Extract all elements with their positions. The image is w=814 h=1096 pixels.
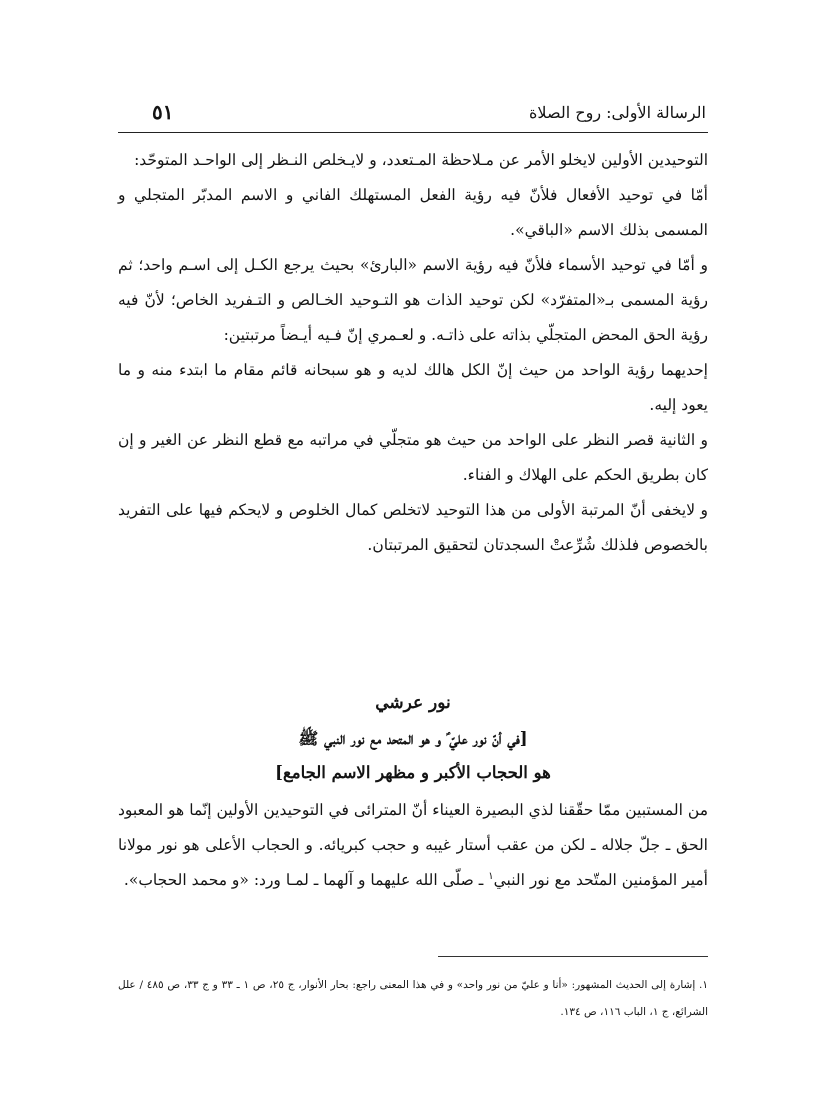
section-text-start: من المستبين ممّا حقّقنا لذي البصيرة العيناء أنّ المترائى في التوحيدين الأولين إنّما هو المعبود الحق ـ جلّ جلاله ـ لكن من عقب أستار غيبه و حجب كبريائه. و الحجاب الأعلى هو نور مولانا أمير المؤمنين المتّحد مع نور النبي (118, 801, 708, 889)
section-paragraph (118, 793, 708, 898)
footnote: ١. إشارة إلى الحديث المشهور: «أنا و عليّ من نور واحد» و في هذا المعنى راجع: بحار الأنوار، ج ٢٥، ص ١ ـ ٣٣ و ج ٣٣، ص ٤٨٥ / علل الشرائع، ج ١، الباب ١١٦، ص ١٣٤. (118, 979, 708, 1018)
running-header-title: الرسالة الأولى: روح الصلاة (529, 103, 706, 122)
paragraph-3: و أمّا في توحيد الأسماء فلأنّ فيه رؤية الاسم «البارئ» بحيث يرجع الكـل إلى اسـم واحد؛ ثم رؤية المسمى بـ«المتفرّد» لكن توحيد الذات هو التـوحيد الخـالص و التـفريد الخاص؛ لأنّ فيه رؤية الحق المحض المتجلّي بذاته على ذاتـه. و لعـمري إنّ فـيه أيـضاً مرتبتين: (118, 256, 708, 344)
section-heading (118, 684, 708, 790)
main-text (118, 143, 708, 563)
running-header (118, 98, 708, 134)
section-text-end: ـ صلّى الله عليهما و آلهما ـ لمـا ورد: «و محمد الحجاب». (123, 871, 484, 889)
section-subtitle-line-2: هو الحجاب الأكبر و مظهر الاسم الجامع] (275, 763, 551, 782)
page-number: ٥١ (152, 100, 174, 124)
section-title: نور عرشي (375, 693, 451, 713)
paragraph-6: و لايخفى أنّ المرتبة الأولى من هذا التوحيد لاتخلص كمال الخلوص و لايحكم فيها على التفريد بالخصوص فلذلك شُرِّعتْ السجدتان لتحقيق المرتبتان. (118, 501, 708, 554)
section-subtitle-line-1: [في أنّ نور عليّ ؑ و هو المتحد مع نور النبي ﷺ (298, 729, 528, 748)
paragraph-5: و الثانية قصر النظر على الواحد من حيث هو متجلّي في مراتبه مع قطع النظر عن الغير و إن كان بطريق الحكم على الهلاك و الفناء. (118, 431, 708, 484)
paragraph-4: إحديهما رؤية الواحد من حيث إنّ الكل هالك لديه و هو سبحانه قائم مقام ما ابتدء منه و ما يعود إليه. (118, 361, 708, 414)
footnote-divider (438, 956, 708, 957)
paragraph-1: التوحيدين الأولين لايخلو الأمر عن مـلاحظة المـتعدد، و لايـخلص النـظر إلى الواحـد المتوحّد: (134, 151, 708, 169)
section-body (118, 793, 708, 898)
header-divider (118, 132, 708, 133)
footnote-reference: ١ (488, 870, 494, 882)
paragraph-2: أمّا في توحيد الأفعال فلأنّ فيه رؤية الفعل المستهلك الفاني و الاسم المدبّر المتجلي و المسمى بذلك الاسم «الباقي». (118, 186, 708, 239)
